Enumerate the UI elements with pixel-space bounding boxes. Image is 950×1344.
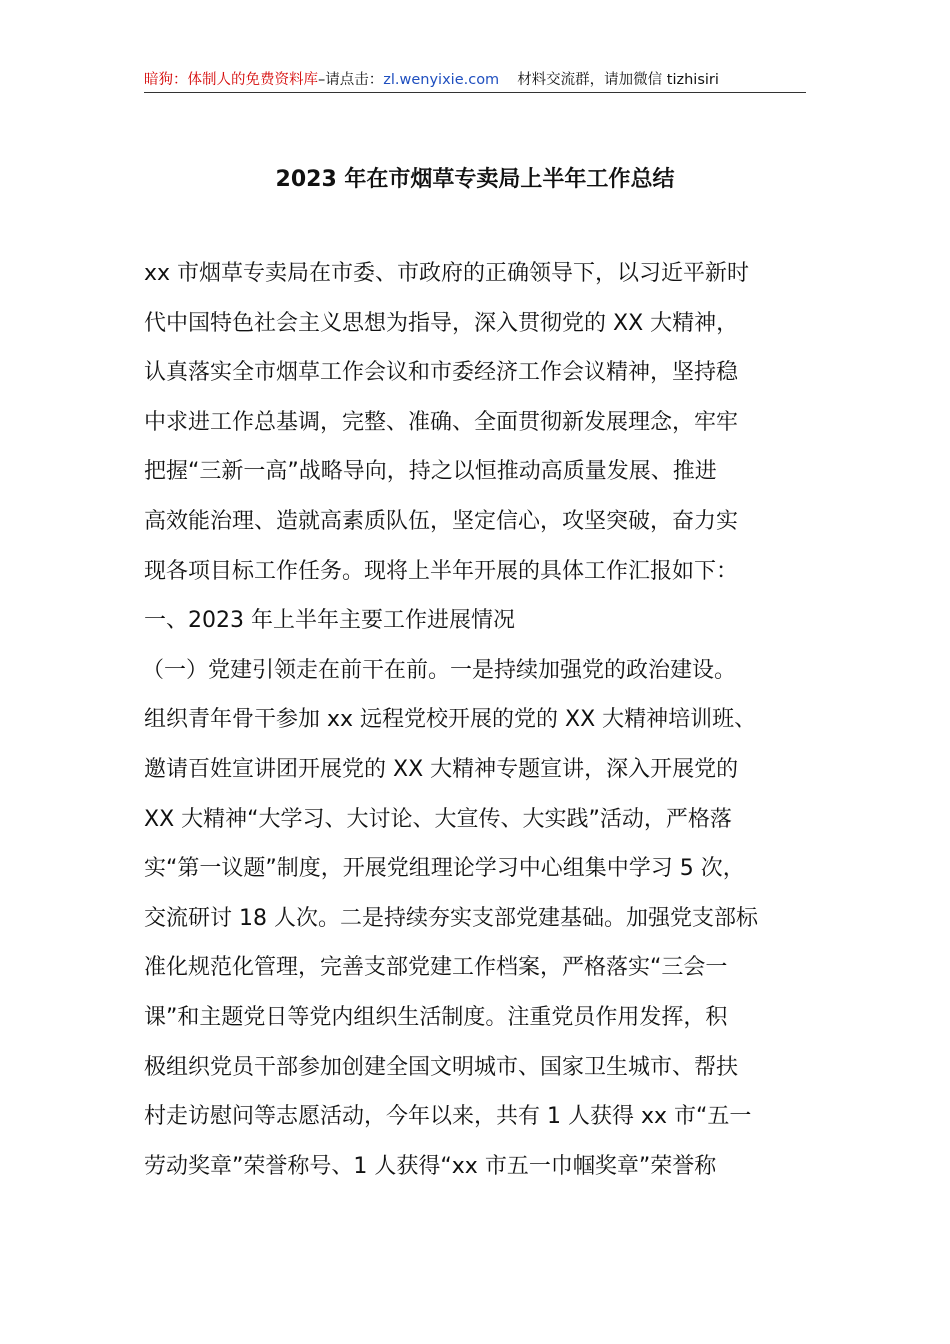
body-line: 交流研讨 18 人次。二是持续夯实支部党建基础。加强党支部标 (144, 905, 758, 931)
body-line: 极组织党员干部参加创建全国文明城市、国家卫生城市、帮扶 (144, 1054, 739, 1080)
header-ad-prefix: –请点击： (318, 72, 384, 88)
body-line: 劳动奖章”荣誉称号、1 人获得“xx 市五一巾帼奖章”荣誉称 (144, 1153, 717, 1179)
document-body (144, 249, 806, 1191)
header-ad-link[interactable]: zl.wenyixie.com (383, 72, 500, 88)
document-title: 2023 年在市烟草专卖局上半年工作总结 (275, 167, 675, 192)
subsection-line: （一）党建引领走在前干在前。一是持续加强党的政治建设。 (142, 657, 737, 683)
header-ad-left: 暗狗：体制人的免费资料库 (144, 72, 318, 88)
body-line: 组织青年骨干参加 xx 远程党校开展的党的 XX 大精神培训班、 (144, 707, 757, 733)
body-line: 村走访慰问等志愿活动，今年以来，共有 1 人获得 xx 市“五一 (144, 1104, 752, 1130)
body-line: 认真落实全市烟草工作会议和市委经济工作会议精神，坚持稳 (144, 360, 739, 386)
body-line: 现各项目标工作任务。现将上半年开展的具体工作汇报如下： (144, 558, 739, 584)
body-line: 代中国特色社会主义思想为指导，深入贯彻党的 XX 大精神， (144, 310, 739, 336)
body-line: 准化规范化管理，完善支部党建工作档案，严格落实“三会一 (144, 955, 728, 981)
body-line: 实“第一议题”制度，开展党组理论学习中心组集中学习 5 次， (144, 856, 745, 882)
body-line: xx 市烟草专卖局在市委、市政府的正确领导下，以习近平新时 (144, 261, 750, 286)
body-line: 把握“三新一高”战略导向，持之以恒推动高质量发展、推进 (144, 459, 717, 485)
header-ad-right: 材料交流群，请加微信 tizhisiri (517, 72, 719, 88)
body-line: 高效能治理、造就高素质队伍，坚定信心，攻坚突破，奋力实 (144, 508, 739, 534)
page-header-banner (144, 68, 806, 93)
body-line: XX 大精神“大学习、大讨论、大宣传、大实践”活动，严格落 (144, 806, 732, 832)
body-line: 课”和主题党日等党内组织生活制度。注重党员作用发挥，积 (144, 1004, 728, 1030)
section-heading: 一、2023 年上半年主要工作进展情况 (144, 608, 515, 634)
body-line: 邀请百姓宣讲团开展党的 XX 大精神专题宣讲，深入开展党的 (144, 756, 739, 782)
body-line: 中求进工作总基调，完整、准确、全面贯彻新发展理念，牢牢 (144, 409, 739, 435)
